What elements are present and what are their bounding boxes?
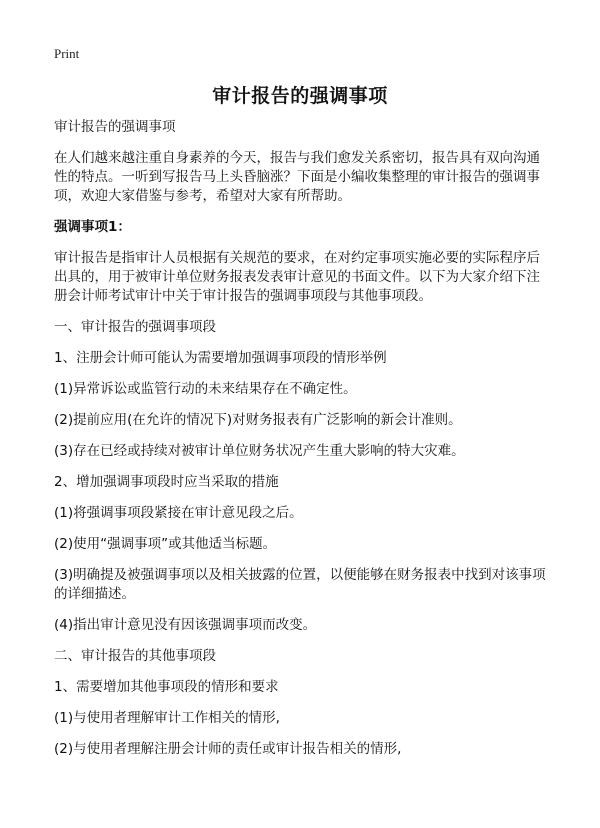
- list-item: (2)与使用者理解注册会计师的责任或审计报告相关的情形,: [54, 741, 402, 757]
- subsection-heading: 1、需要增加其他事项段的情形和要求: [54, 679, 279, 695]
- section-heading: 一、审计报告的强调事项段: [54, 319, 216, 335]
- list-item: (3)明确提及被强调事项以及相关披露的位置，以便能够在财务报表中找到对该事项的详细描述。: [54, 567, 546, 602]
- subtitle-paragraph: 审计报告的强调事项: [54, 119, 176, 135]
- list-item: (2)使用“强调事项”或其他适当标题。: [54, 536, 277, 552]
- page-title: 审计报告的强调事项: [212, 85, 388, 107]
- list-item: (4)指出审计意见没有因该强调事项而改变。: [54, 617, 317, 633]
- list-item: (1)异常诉讼或监管行动的未来结果存在不确定性。: [54, 381, 357, 397]
- intro-paragraph: 在人们越来越注重自身素养的今天，报告与我们愈发关系密切，报告具有双向沟通性的特点。一听到写报告马上头昏脑涨？下面是小编收集整理的审计报告的强调事项，欢迎大家借鉴与参考，希望对大家有所帮助。: [54, 150, 540, 204]
- subsection-heading: 1、注册会计师可能认为需要增加强调事项段的情形举例: [54, 350, 387, 366]
- print-link[interactable]: Print: [54, 46, 80, 61]
- document-body: [54, 118, 550, 771]
- section-heading: 强调事项1：: [54, 219, 131, 235]
- section-heading: 二、审计报告的其他事项段: [54, 648, 216, 664]
- list-item: (1)将强调事项段紧接在审计意见段之后。: [54, 505, 303, 521]
- subsection-heading: 2、增加强调事项段时应当采取的措施: [54, 474, 279, 490]
- body-paragraph: 审计报告是指审计人员根据有关规范的要求，在对约定事项实施必要的实际程序后出具的，用于被审计单位财务报表发表审计意见的书面文件。以下为大家介绍下注册会计师考试审计中关于审计报告的强调事项段与其他事项段。: [54, 250, 540, 304]
- list-item: (3)存在已经或持续对被审计单位财务状况产生重大影响的特大灾难。: [54, 443, 465, 459]
- list-item: (1)与使用者理解审计工作相关的情形,: [54, 710, 280, 726]
- list-item: (2)提前应用(在允许的情况下)对财务报表有广泛影响的新会计准则。: [54, 412, 462, 428]
